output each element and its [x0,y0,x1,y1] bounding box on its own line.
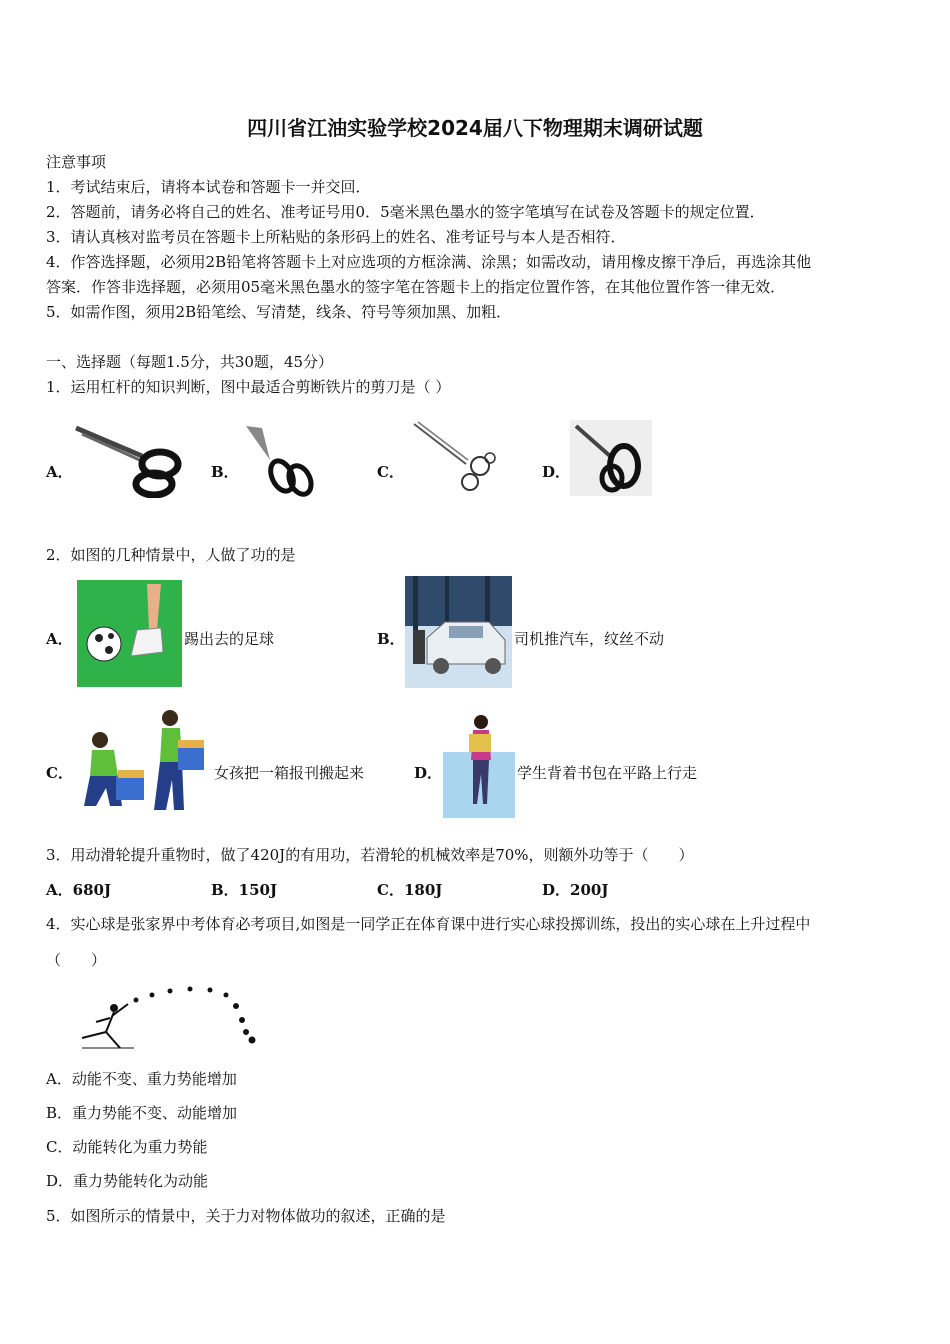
notice-item: 3．请认真核对监考员在答题卡上所粘贴的条形码上的姓名、准考证号与本人是否相符． [46,228,626,246]
section-heading: 一、选择题（每题1.5分，共30题，45分） [46,353,334,371]
notice-item: 2．答题前，请务必将自己的姓名、准考证号用0．5毫米黑色墨水的签字笔填写在试卷及答题卡的规定位置． [46,203,765,221]
q4-option-d[interactable]: D．重力势能转化为动能 [46,1172,209,1190]
notice-heading: 注意事项 [46,153,107,171]
q2-option-b[interactable]: B． [377,630,405,648]
q1-option-a[interactable]: A． [46,463,73,481]
question-5-stem: 5．如图所示的情景中，关于力对物体做功的叙述，正确的是 [46,1207,446,1225]
push-car-image [405,576,512,688]
scissors-b-image [240,420,320,500]
q1-option-d[interactable]: D． [542,463,571,481]
lift-box-image [80,710,210,816]
question-4-answer-blank: （ ） [46,951,107,969]
notice-item: 1．考试结束后，请将本试卷和答题卡一并交回． [46,178,371,196]
question-3-stem: 3．用动滑轮提升重物时，做了420J的有用功，若滑轮的机械效率是70%，则额外功等于（ ） [46,846,694,864]
q2-caption-a: 踢出去的足球 [184,630,275,648]
q4-option-c[interactable]: C．动能转化为重力势能 [46,1138,208,1156]
q4-option-b[interactable]: B．重力势能不变、动能增加 [46,1104,238,1122]
notice-item: 5．如需作图，须用2B铅笔绘、写清楚，线条、符号等须加黑、加粗． [46,303,512,321]
student-walking-image [443,712,515,818]
q2-option-d[interactable]: D． [414,764,443,782]
scissors-d-image [570,420,652,496]
q4-option-a[interactable]: A．动能不变、重力势能增加 [46,1070,237,1088]
q2-caption-b: 司机推汽车，纹丝不动 [514,630,665,648]
soccer-kick-image [77,580,182,687]
q3-option-d[interactable]: D．200J [542,881,609,899]
question-4-stem: 4．实心球是张家界中考体育必考项目,如图是一同学正在体育课中进行实心球投掷训练，投出的实心球在上升过程中 [46,915,811,933]
scissors-a-image [72,420,184,498]
q2-option-a[interactable]: A． [46,630,73,648]
question-2-stem: 2．如图的几种情景中，人做了功的是 [46,546,296,564]
q1-option-c[interactable]: C． [377,463,404,481]
q3-option-c[interactable]: C．180J [377,881,443,899]
scissors-c-image [410,420,500,496]
page-title: 四川省江油实验学校2024届八下物理期末调研试题 [247,116,703,140]
q1-option-b[interactable]: B． [211,463,239,481]
q3-option-b[interactable]: B．150J [211,881,278,899]
q2-caption-d: 学生背着书包在平路上行走 [517,764,698,782]
q2-option-c[interactable]: C． [46,764,73,782]
q3-option-a[interactable]: A．680J [46,881,112,899]
shot-put-trajectory-image [74,982,264,1052]
notice-item: 4．作答选择题，必须用2B铅笔将答题卡上对应选项的方框涂满、涂黑；如需改动，请用橡皮擦干净后，再选涂其他 [46,253,812,271]
notice-item: 答案．作答非选择题，必须用05毫米黑色墨水的签字笔在答题卡上的指定位置作答，在其他位置作答一律无效． [46,278,786,296]
q2-caption-c: 女孩把一箱报刊搬起来 [214,764,365,782]
question-1-stem: 1．运用杠杆的知识判断，图中最适合剪断铁片的剪刀是（ ） [46,378,451,396]
